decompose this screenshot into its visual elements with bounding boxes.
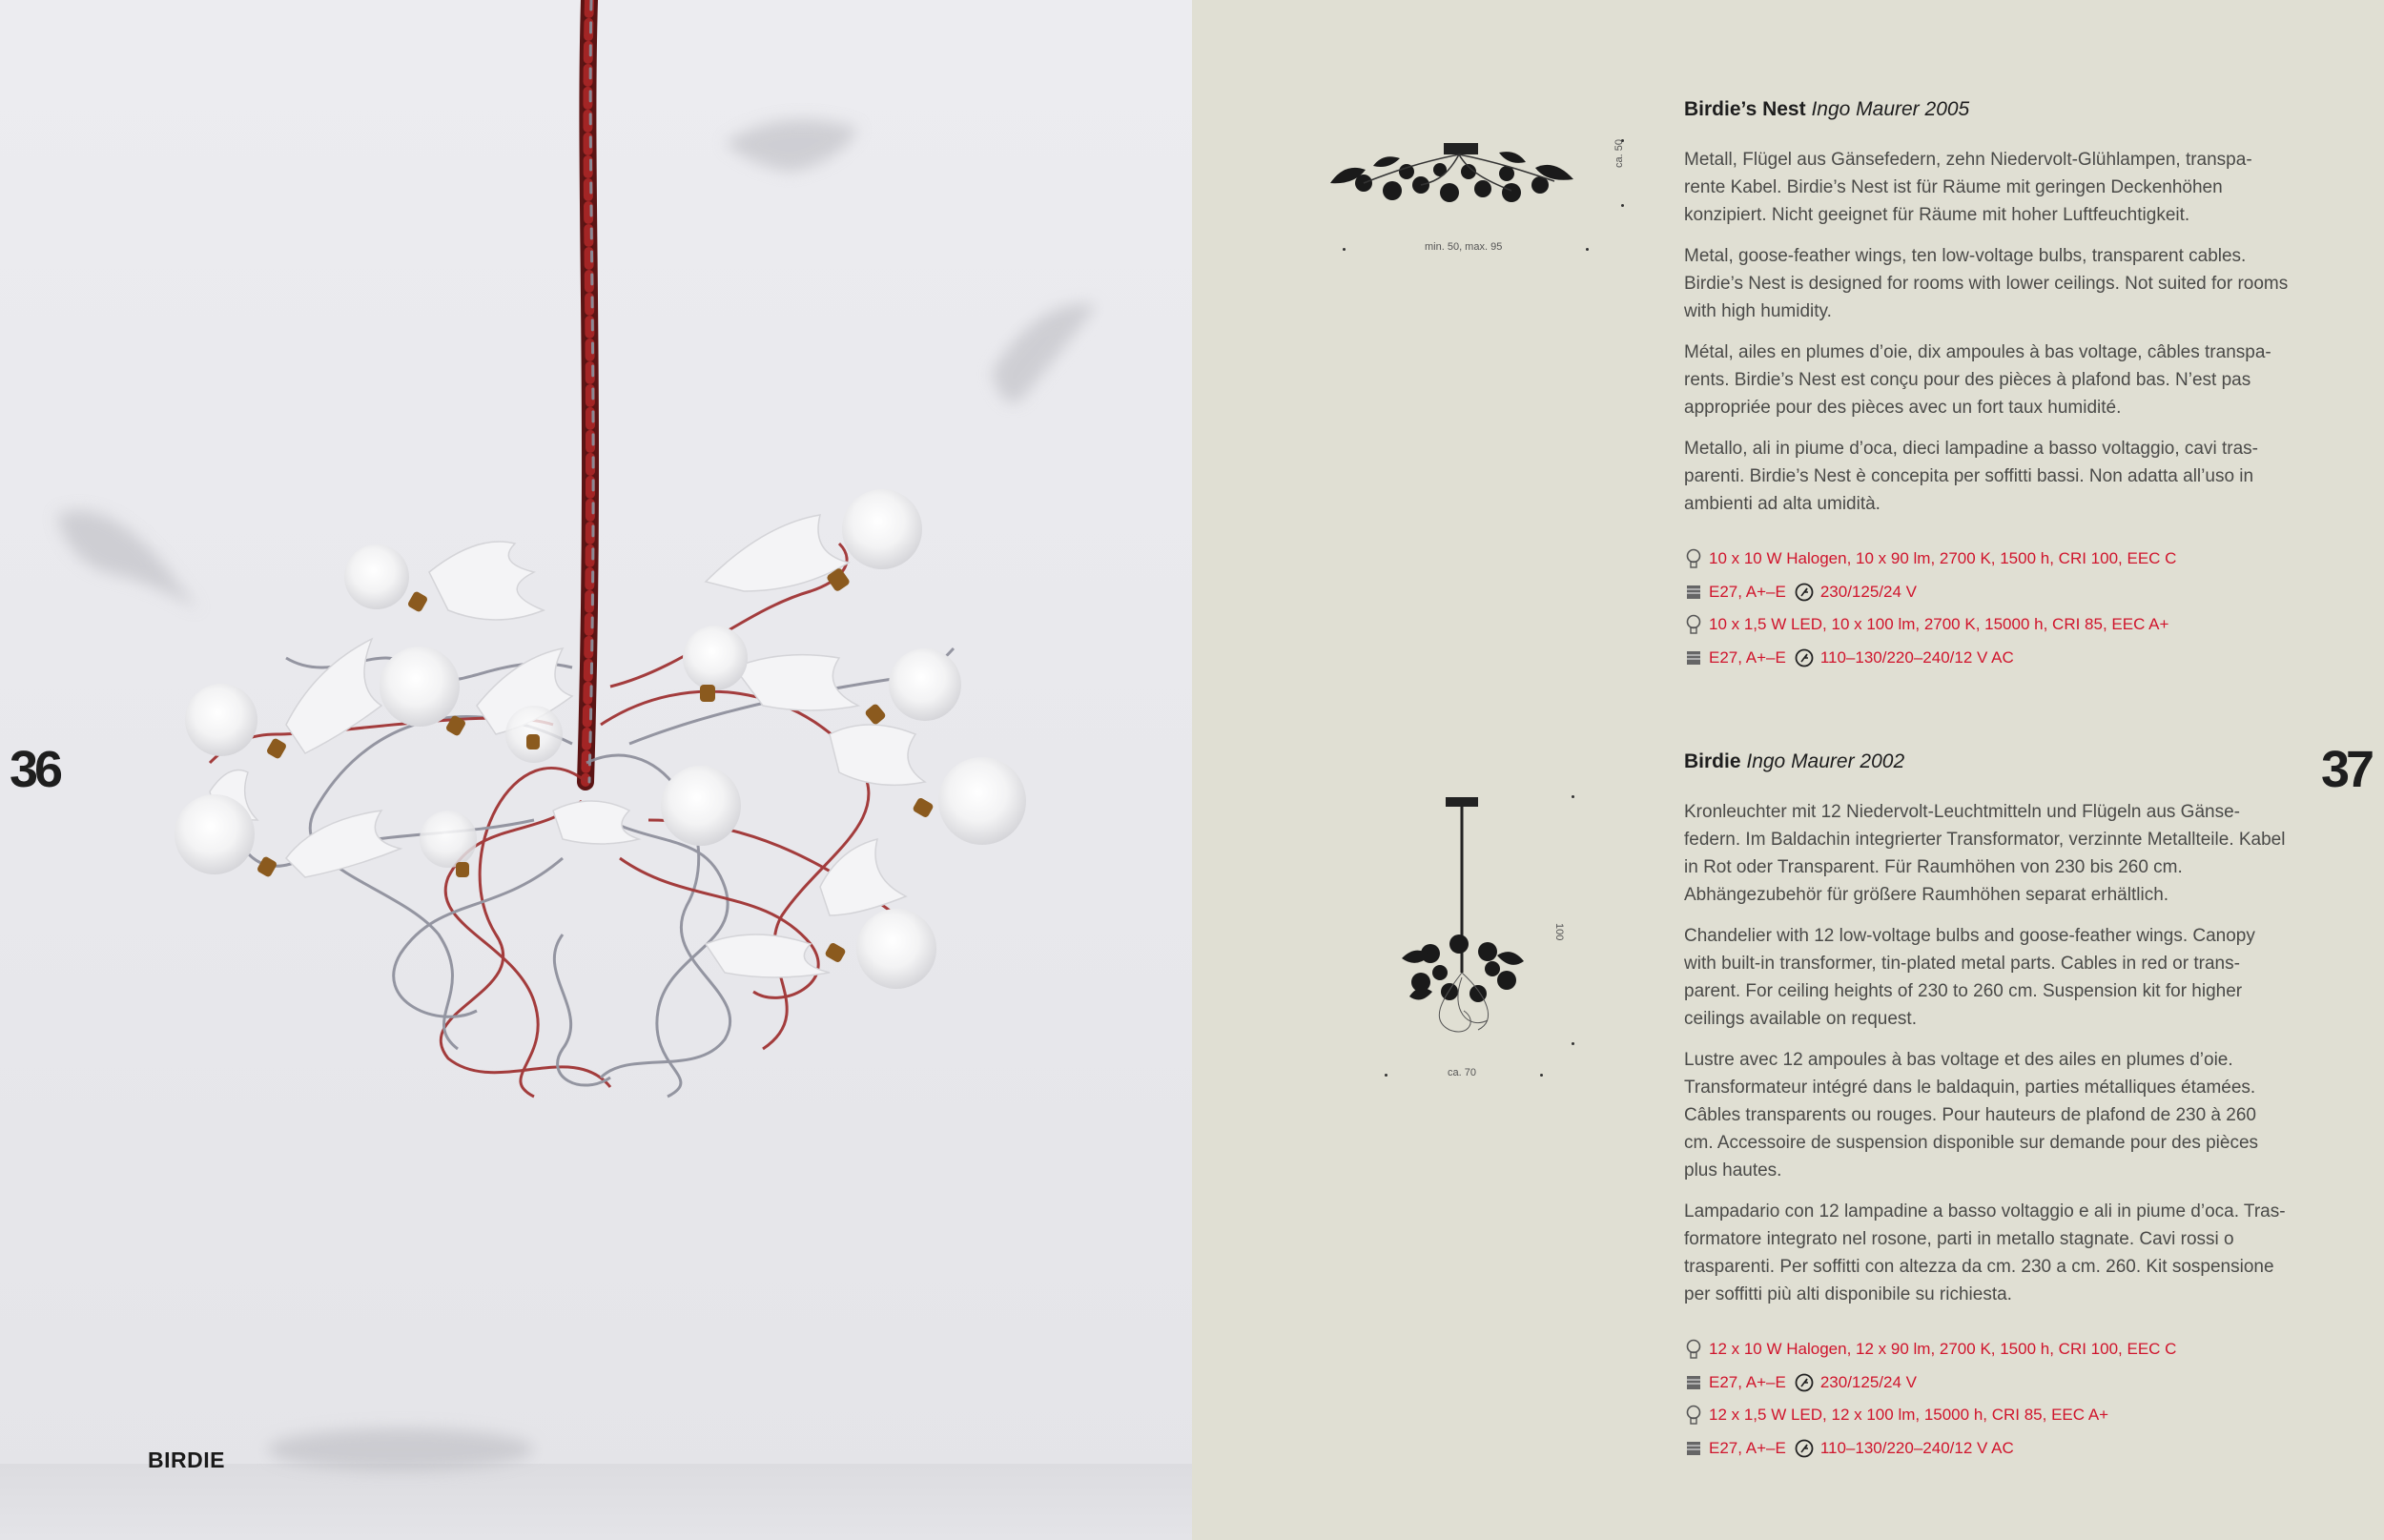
nest-width-label: min. 50, max. 95	[1425, 241, 1503, 253]
bulb	[185, 684, 287, 760]
bulb	[661, 766, 741, 846]
description-it: Lampadario con 12 lampadine a basso voltaggio e ali in piume d’oca. Tras-formatore integrato nel rosone, parti in metallo stagnate. Cavi rossi o trasparenti. Per soffitti con altezza da cm. 230 a cm. 260. Kit sospensione per soffitti più alti disponibile su richiesta.	[1684, 1201, 2286, 1304]
voltage-icon	[1794, 1372, 1815, 1393]
spec-row: 12 x 10 W Halogen, 12 x 90 lm, 2700 K, 1500 h, CRI 100, EEC C	[1684, 1333, 2289, 1366]
page-number-left: 36	[10, 741, 60, 798]
bulb-icon	[1684, 548, 1703, 569]
description-fr: Métal, ailes en plumes d’oie, dix ampoules à bas voltage, câbles transpa-rents. Birdie’s Nest est conçu pour des pièces à plafond bas. N’est pas appropriée pour des pièces avec un fort taux humidité.	[1684, 342, 2271, 418]
description-en: Metal, goose-feather wings, ten low-voltage bulbs, transparent cables. Birdie’s Nest is designed for rooms with lower ceilings. Not suited for rooms with high humidity.	[1684, 246, 2289, 321]
voltage-icon	[1794, 582, 1815, 603]
spec-list	[1684, 543, 2289, 674]
product-title: Birdie Ingo Maurer 2002	[1684, 750, 1905, 772]
description-fr: Lustre avec 12 ampoules à bas voltage et des ailes en plumes d’oie. Transformateur intégré dans le baldaquin, parties métalliques étamées. Câbles transparents ou rouges. Pour hauteurs de plafond de 230 à 260 cm. Accessoire de suspension disponible sur demande pour des pièces plus hautes.	[1684, 1050, 2259, 1181]
bulb-icon	[1684, 1405, 1703, 1426]
description-de: Kronleuchter mit 12 Niedervolt-Leuchtmitteln und Flügeln aus Gänse-federn. Im Baldachin integrierter Transformator, verzinnte Metallteile. Kabel in Rot oder Transparent. Für Raumhöhen von 230 bis 260 cm. Abhängezubehör für größere Raumhöhen separat erhältlich.	[1684, 802, 2286, 905]
bulb	[420, 811, 477, 877]
bulb-icon	[1684, 614, 1703, 635]
spec-row: E27, A+–E 110–130/220–240/12 V AC	[1684, 642, 2289, 675]
bulb	[912, 757, 1026, 845]
spec-list	[1684, 1333, 2289, 1465]
socket-icon	[1684, 1373, 1703, 1392]
bulb	[344, 544, 428, 613]
product-title: Birdie’s Nest Ingo Maurer 2005	[1684, 98, 1970, 120]
bulb	[824, 909, 936, 989]
description-de: Metall, Flügel aus Gänsefedern, zehn Niedervolt-Glühlampen, transpa-rente Kabel. Birdie’s Nest ist für Räume mit geringen Deckenhöhen konzipiert. Nicht geeignet für Räume mit hoher Luftfeuchtigkeit.	[1684, 150, 2252, 225]
voltage-icon	[1794, 1438, 1815, 1459]
socket-icon	[1684, 583, 1703, 602]
bulb	[505, 706, 563, 763]
birdie-height-label: 100	[1553, 923, 1565, 941]
birdie-drawing	[1373, 791, 1564, 1058]
spec-row: E27, A+–E 230/125/24 V	[1684, 1366, 2289, 1400]
description-it: Metallo, ali in piume d’oca, dieci lampadine a basso voltaggio, cavi tras-parenti. Birdie’s Nest è concepita per soffitti bassi. Non adatta all’uso in ambienti ad alta umidità.	[1684, 439, 2258, 514]
birdies-nest-drawing	[1326, 124, 1593, 296]
socket-icon	[1684, 1439, 1703, 1458]
birdie-width-label: ca. 70	[1448, 1067, 1476, 1078]
spec-row: E27, A+–E 230/125/24 V	[1684, 576, 2289, 609]
spec-row: 12 x 1,5 W LED, 12 x 100 lm, 15000 h, CRI 85, EEC A+	[1684, 1399, 2289, 1432]
voltage-icon	[1794, 647, 1815, 668]
bulb	[175, 794, 277, 878]
bulb	[380, 647, 466, 737]
page-number-right: 37	[2321, 741, 2372, 798]
spec-row: E27, A+–E 110–130/220–240/12 V AC	[1684, 1432, 2289, 1466]
bulb	[683, 626, 748, 702]
socket-icon	[1684, 648, 1703, 667]
product-birdie	[1684, 750, 2289, 1465]
bulb-icon	[1684, 1339, 1703, 1360]
spec-row: 10 x 1,5 W LED, 10 x 100 lm, 2700 K, 15000 h, CRI 85, EEC A+	[1684, 608, 2289, 642]
bulb	[864, 648, 961, 726]
description-en: Chandelier with 12 low-voltage bulbs and goose-feather wings. Canopy with built-in transformer, tin-plated metal parts. Cables in red or trans-parent. For ceiling heights of 230 to 260 cm. Suspension kit for higher ceilings available on request.	[1684, 926, 2255, 1029]
section-label: BIRDIE	[148, 1448, 225, 1472]
nest-height-label: ca. 50	[1613, 139, 1625, 168]
spec-row: 10 x 10 W Halogen, 10 x 90 lm, 2700 K, 1500 h, CRI 100, EEC C	[1684, 543, 2289, 576]
product-birdies-nest	[1684, 98, 2289, 674]
bulb	[826, 489, 922, 592]
